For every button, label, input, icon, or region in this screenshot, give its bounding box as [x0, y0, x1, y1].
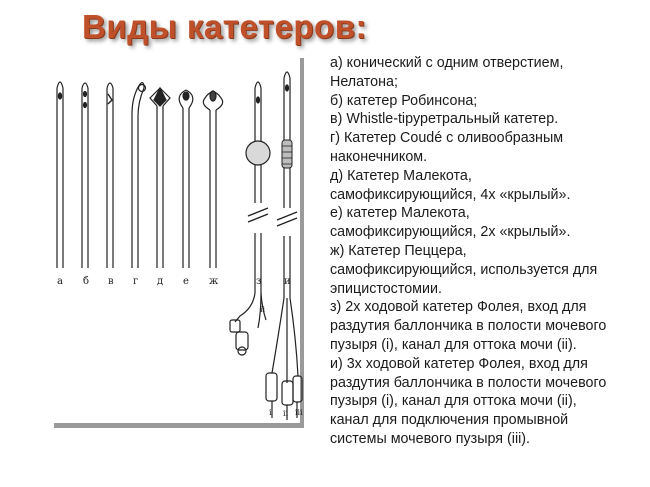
catheter-e	[179, 90, 193, 268]
legend-line: в) Whistle-tipуретральный катетер.	[330, 111, 559, 128]
legend-line: пузыря (i), канал для оттока мочи (ii),	[330, 393, 577, 410]
legend-line: а) конический с одним отверстием,	[330, 55, 564, 71]
frame-bottom	[54, 423, 304, 428]
letter-g: г	[133, 276, 139, 287]
legend-line: и) 3х ходовой катетер Фолея, вход для	[330, 355, 588, 372]
catheter-a	[57, 82, 63, 268]
slide-title: Виды катетеров:	[82, 8, 367, 45]
legend-line: эпицистостомии.	[330, 280, 442, 297]
catheter-legend	[330, 54, 646, 449]
legend-line: е) катетер Малекота,	[330, 205, 470, 222]
letter-z: з	[256, 276, 262, 287]
legend-line: ж) Катетер Пеццера,	[330, 242, 467, 259]
legend-line: самофиксирующийся, 2х «крылый».	[330, 224, 571, 241]
catheter-i	[266, 72, 302, 420]
port-label-i-ii: ii	[283, 409, 289, 418]
catheter-b	[82, 83, 88, 268]
catheter-d	[150, 88, 170, 268]
port-label-i-iii: iii	[295, 408, 303, 417]
catheter-z	[230, 82, 268, 355]
letter-e: е	[183, 276, 189, 287]
letter-zh: ж	[209, 276, 219, 287]
legend-line: канал для подключения промывной	[330, 412, 569, 429]
legend-line: з) 2х ходовой катетер Фолея, вход для	[330, 299, 587, 316]
catheter-illustration	[40, 58, 322, 430]
legend-line: раздутия баллончика в полости мочевого	[330, 374, 607, 391]
legend-line: наконечником.	[330, 148, 428, 165]
legend-line: самофиксирующийся, используется для	[330, 261, 598, 278]
catheter-g	[132, 83, 146, 268]
legend-line: д) Катетер Малекота,	[330, 167, 472, 184]
port-label-i-i: i	[269, 408, 272, 417]
frame-right	[300, 58, 304, 428]
legend-line: г) Катетер Coudé с оливообразным	[330, 130, 564, 147]
legend-line: пузыря (i), канал для оттока мочи (ii).	[330, 336, 577, 353]
catheter-v	[107, 83, 113, 268]
letter-i: и	[284, 276, 291, 287]
letter-b: б	[83, 276, 90, 287]
letter-d: д	[157, 276, 164, 287]
legend-line: б) катетер Робинсона;	[330, 92, 478, 109]
letter-v: в	[108, 276, 114, 287]
legend-line: системы мочевого пузыря (iii).	[330, 430, 531, 447]
letter-a: а	[57, 276, 63, 287]
port-label-z-ii: ii	[260, 305, 266, 314]
legend-line: раздутия баллончика в полости мочевого	[330, 318, 607, 335]
legend-line: самофиксирующийся, 4х «крылый».	[330, 186, 571, 203]
balloon-z	[246, 141, 270, 165]
catheter-zh	[203, 91, 222, 268]
catheter-drawing	[40, 58, 322, 430]
legend-line: Нелатона;	[330, 73, 398, 90]
